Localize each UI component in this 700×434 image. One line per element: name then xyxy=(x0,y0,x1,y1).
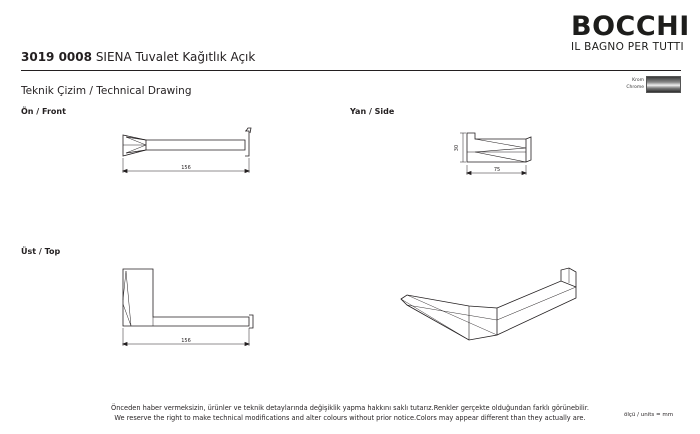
isometric-view-drawing xyxy=(401,268,576,340)
footer-notice-tr: Önceden haber vermeksizin, ürünler ve teknik detaylarında değişiklik yapma hakkını saklı tutarız.Renkler gerçekte olduğundan farklı görünebilir. xyxy=(111,404,589,412)
product-code: 3019 0008 xyxy=(21,50,92,64)
brand-logo: BOCCHI xyxy=(571,11,690,42)
view-label-front: Ön / Front xyxy=(21,107,66,116)
units-note: ölçü / units = mm xyxy=(624,412,674,418)
view-label-top: Üst / Top xyxy=(21,247,61,256)
finish-label-en: Chrome xyxy=(626,85,644,90)
brand-tagline: IL BAGNO PER TUTTI xyxy=(571,41,684,53)
side-depth-dim: 75 xyxy=(493,167,501,173)
front-width-dim: 156 xyxy=(181,165,191,171)
top-width-dim: 156 xyxy=(181,338,191,344)
finish-label-tr: Krom xyxy=(632,78,644,83)
view-label-side: Yan / Side xyxy=(350,107,395,116)
footer-notice-en: We reserve the right to make technical modifications and alter colours without prior notice.Colors may appear different than they actually are. xyxy=(114,414,586,422)
section-title: Teknik Çizim / Technical Drawing xyxy=(21,85,192,97)
product-name: SIENA Tuvalet Kağıtlık Açık xyxy=(95,50,256,64)
top-view-drawing xyxy=(123,269,253,346)
side-height-dim: 30 xyxy=(454,144,460,152)
